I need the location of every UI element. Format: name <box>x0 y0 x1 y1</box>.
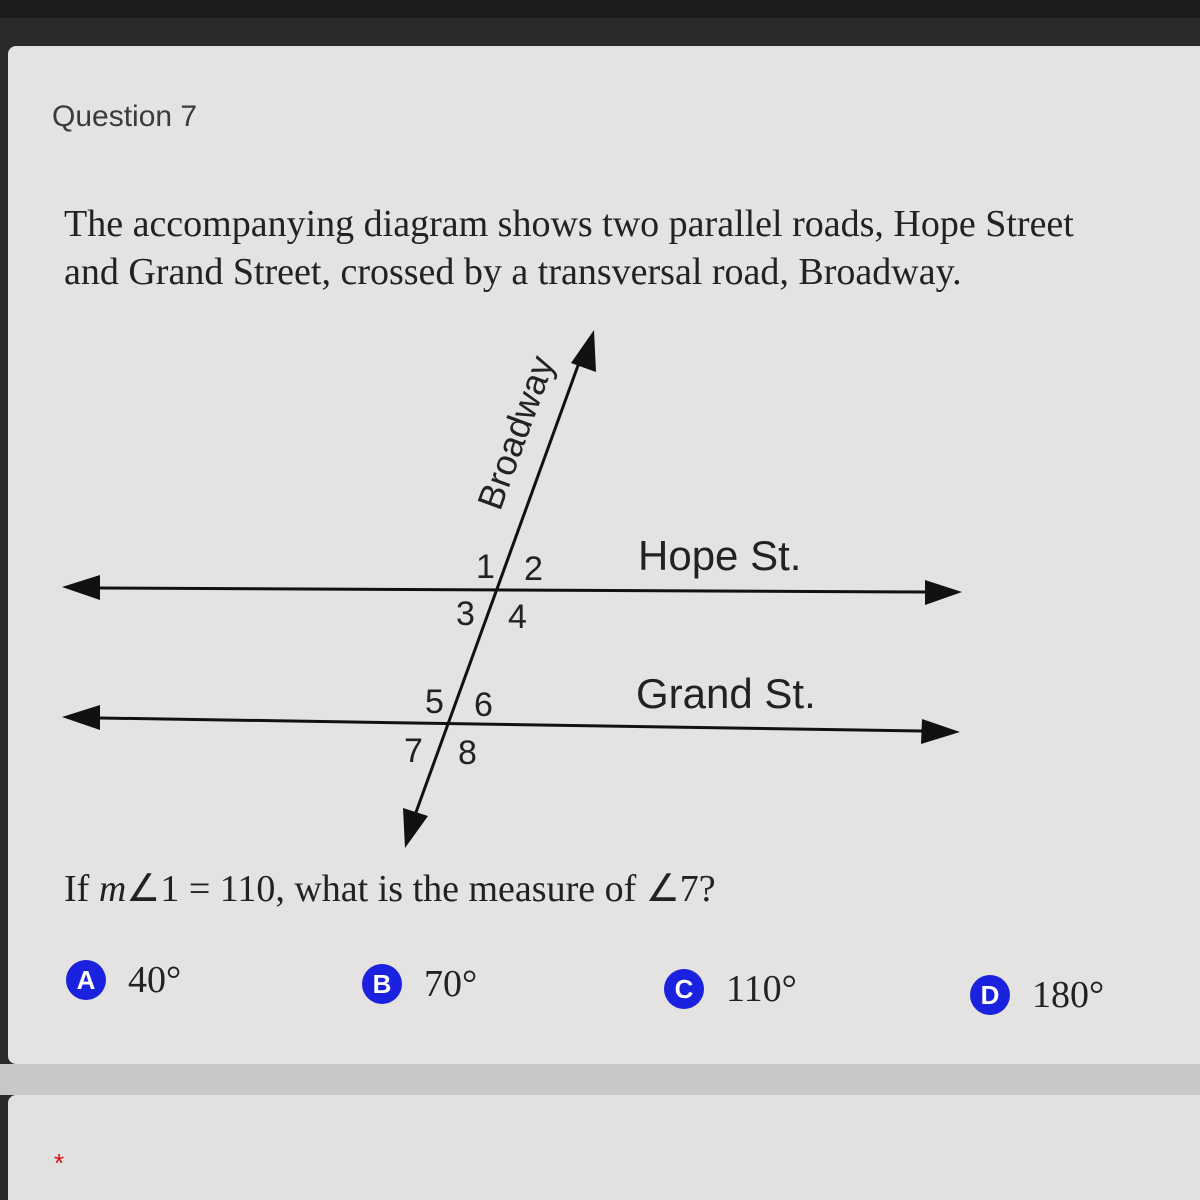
choice-d-letter[interactable]: D <box>970 975 1010 1015</box>
broadway-label: Broadway <box>468 350 563 515</box>
question-stem <box>64 866 716 911</box>
grand-street-line <box>100 718 922 731</box>
angle-label-8: 8 <box>458 734 477 772</box>
required-marker: * <box>54 1148 65 1178</box>
angle-label-4: 4 <box>508 598 527 636</box>
prompt-line-1: The accompanying diagram shows two parallel roads, Hope Street <box>64 203 1074 245</box>
choice-a-letter[interactable]: A <box>66 960 106 1000</box>
stem-part-3: ∠1 = 110, what is the measure of ∠7? <box>126 868 716 910</box>
hope-right-arrow-icon <box>925 580 962 605</box>
prompt-line-2: and Grand Street, crossed by a transversal road, Broadway. <box>64 251 962 293</box>
angle-label-7: 7 <box>404 732 423 770</box>
hope-left-arrow-icon <box>62 575 100 600</box>
choice-b-letter[interactable]: B <box>362 964 402 1004</box>
broadway-top-arrow-icon <box>571 330 596 372</box>
choice-b-text[interactable]: 70° <box>424 963 478 1005</box>
stem-part-1: If <box>64 868 99 910</box>
angle-label-2: 2 <box>524 550 543 588</box>
choice-c-letter[interactable]: C <box>664 969 704 1009</box>
grand-left-arrow-icon <box>62 705 100 730</box>
hope-street-label: Hope St. <box>638 532 802 579</box>
choice-c-text[interactable]: 110° <box>726 968 797 1010</box>
grand-right-arrow-icon <box>921 719 960 744</box>
choice-d[interactable] <box>970 973 1104 1017</box>
angle-label-5: 5 <box>425 683 444 721</box>
stem-part-2: m <box>98 868 127 910</box>
choice-a[interactable] <box>66 958 181 1002</box>
angle-label-6: 6 <box>474 686 493 724</box>
choice-c[interactable] <box>664 967 797 1011</box>
grand-street-label: Grand St. <box>636 670 816 717</box>
choice-a-text[interactable]: 40° <box>128 959 182 1001</box>
hope-street-line <box>100 588 925 592</box>
question-title: Question 7 <box>52 100 198 133</box>
broadway-bottom-arrow-icon <box>403 808 428 848</box>
angle-label-1: 1 <box>476 548 495 586</box>
choice-b[interactable] <box>362 962 477 1006</box>
angle-label-3: 3 <box>456 595 475 633</box>
choice-d-text[interactable]: 180° <box>1032 974 1105 1016</box>
